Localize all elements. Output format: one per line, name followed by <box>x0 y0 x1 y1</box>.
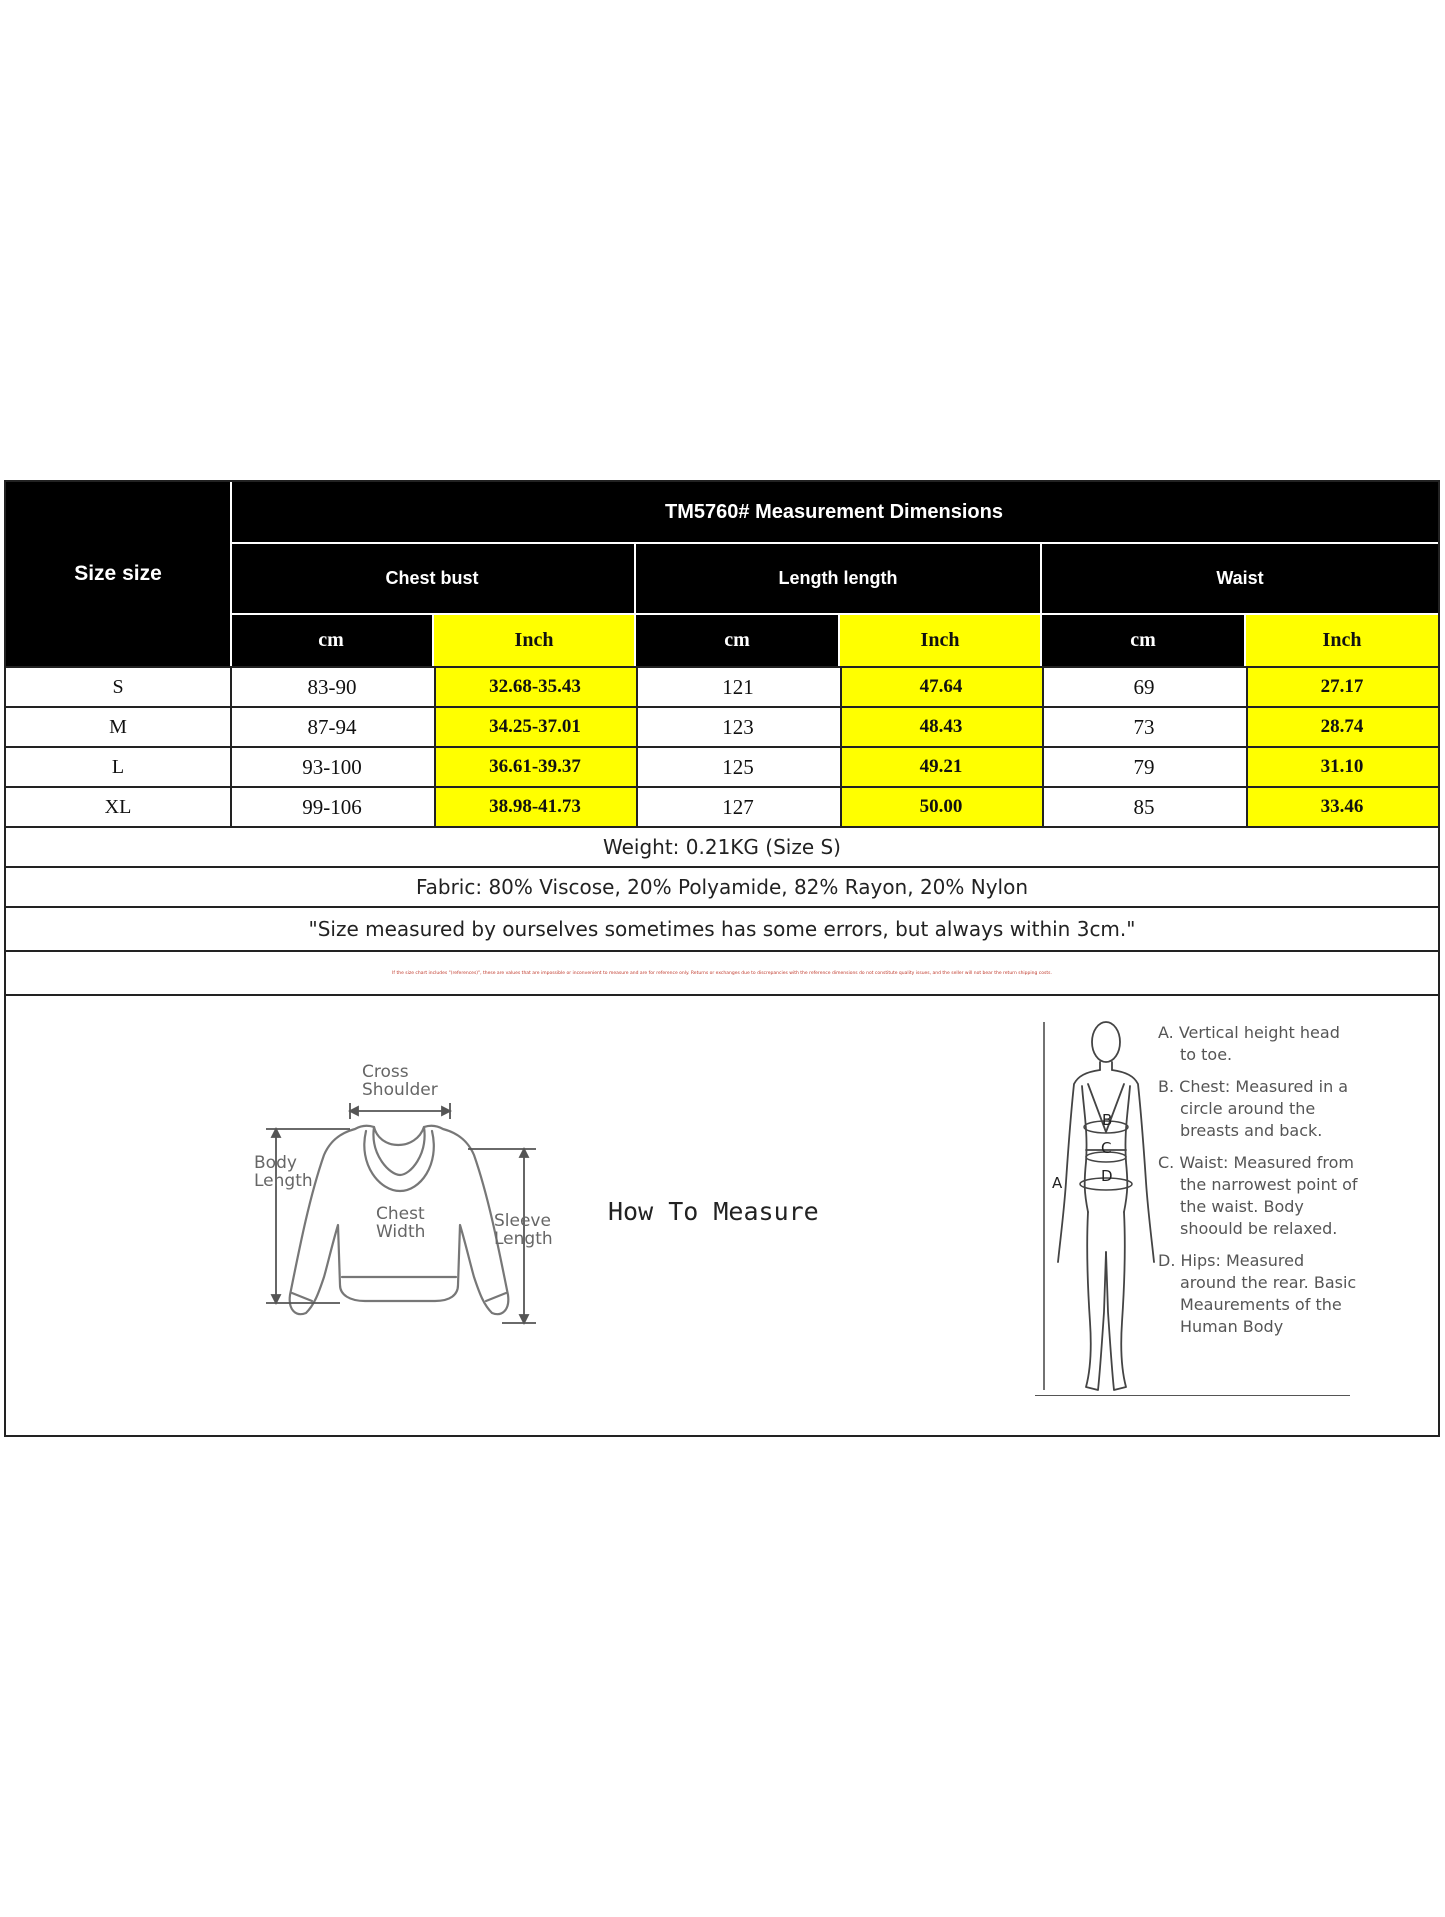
value-cell: 38.98-41.73 <box>489 796 581 817</box>
value-cell: 125 <box>722 754 754 779</box>
table-row-l-waist-cm <box>1042 748 1246 786</box>
table-row-l-length-cm <box>636 748 840 786</box>
table-row-s-chest-cm <box>230 668 434 706</box>
value-cell: 85 <box>1133 794 1155 819</box>
cross-shoulder-label-1: Cross <box>362 1062 409 1082</box>
group-header-chest <box>230 544 634 613</box>
sleeve-length-label-1: Sleeve <box>494 1211 551 1231</box>
group-header-waist-text: Waist <box>1216 568 1264 588</box>
sweater-diagram <box>240 1055 570 1335</box>
disclaimer-row <box>6 952 1438 994</box>
note-text: "Size measured by ourselves sometimes has some errors, but always within 3cm." <box>308 917 1136 941</box>
value-cell: 32.68-35.43 <box>489 676 581 697</box>
table-row-xl-length-inch <box>840 788 1042 826</box>
table-row-m-chest-cm <box>230 708 434 746</box>
value-cell: 33.46 <box>1320 796 1364 817</box>
chest-width-label-1: Chest <box>376 1204 425 1224</box>
table-row-l-chest-cm <box>230 748 434 786</box>
table-row-m-length-cm <box>636 708 840 746</box>
group-header-chest-text: Chest bust <box>385 568 479 588</box>
size-header <box>6 482 230 666</box>
table-row-m-size <box>6 708 230 746</box>
body-diagram <box>1030 1012 1160 1402</box>
unit-header-chest-cm <box>230 615 432 666</box>
size-cell: XL <box>104 795 132 818</box>
group-header-waist <box>1042 544 1438 613</box>
legend-item-a: A. Vertical height head to toe. <box>1158 1023 1340 1064</box>
table-row-m-chest-inch <box>434 708 636 746</box>
weight-row <box>6 828 1438 866</box>
fabric-row <box>6 868 1438 906</box>
table-row-m-waist-inch <box>1246 708 1438 746</box>
unit-header-waist-inch <box>1246 615 1438 666</box>
size-cell: L <box>111 755 125 778</box>
value-cell: 123 <box>722 714 754 739</box>
size-cell: S <box>112 675 124 698</box>
value-cell: 48.43 <box>919 716 963 737</box>
marker-c: C <box>1101 1139 1112 1157</box>
table-row-xl-waist-inch <box>1246 788 1438 826</box>
table-row-m-length-inch <box>840 708 1042 746</box>
unit-header-label: Inch <box>514 629 554 651</box>
value-cell: 99-106 <box>302 794 362 819</box>
legend-item-b: B. Chest: Measured in a circle around the breasts and back. <box>1158 1077 1349 1140</box>
unit-header-waist-cm <box>1042 615 1244 666</box>
weight-text: Weight: 0.21KG (Size S) <box>603 835 841 859</box>
table-title-text: TM5760# Measurement Dimensions <box>665 500 1003 523</box>
value-cell: 83-90 <box>307 674 357 699</box>
value-cell: 69 <box>1133 674 1155 699</box>
value-cell: 73 <box>1133 714 1155 739</box>
value-cell: 79 <box>1133 754 1155 779</box>
table-row-s-size <box>6 668 230 706</box>
table-row-s-chest-inch <box>434 668 636 706</box>
size-cell: M <box>109 715 127 738</box>
table-row-l-chest-inch <box>434 748 636 786</box>
unit-header-label: cm <box>1130 629 1156 651</box>
table-row-xl-waist-cm <box>1042 788 1246 826</box>
table-row-xl-length-cm <box>636 788 840 826</box>
body-baseline <box>1035 1395 1350 1396</box>
marker-a: A <box>1052 1174 1063 1192</box>
table-row-xl-chest-inch <box>434 788 636 826</box>
measure-legend <box>1158 1022 1358 1348</box>
value-cell: 93-100 <box>302 754 362 779</box>
table-row-xl-chest-cm <box>230 788 434 826</box>
value-cell: 31.10 <box>1320 756 1364 777</box>
disclaimer-text: If the size chart includes "(references)", these are values that are impossible or inconvenient to measure and are for reference only. Returns or exchanges due to discrepancies with the reference dimensions do not constitute quality issues, and the seller will not bear the return shipping costs. <box>392 970 1052 976</box>
legend-item-c: C. Waist: Measured from the narrowest point of the waist. Body shoould be relaxed. <box>1158 1153 1358 1238</box>
unit-header-label: cm <box>318 629 344 651</box>
body-measure-lines <box>1044 1022 1132 1390</box>
fabric-text: Fabric: 80% Viscose, 20% Polyamide, 82% Rayon, 20% Nylon <box>415 875 1029 899</box>
table-row-l-waist-inch <box>1246 748 1438 786</box>
body-outline <box>1058 1022 1154 1390</box>
unit-header-length-cm <box>636 615 838 666</box>
unit-header-label: cm <box>724 629 750 651</box>
value-cell: 121 <box>722 674 754 699</box>
table-title <box>230 482 1438 542</box>
note-row <box>6 908 1438 950</box>
body-length-label-2: Length <box>254 1171 313 1191</box>
value-cell: 127 <box>722 794 754 819</box>
body-length-label-1: Body <box>254 1153 297 1173</box>
value-cell: 47.64 <box>919 676 963 697</box>
size-header-text: Size size <box>74 562 162 585</box>
unit-header-label: Inch <box>920 629 960 651</box>
marker-d: D <box>1101 1167 1113 1185</box>
table-row-l-size <box>6 748 230 786</box>
value-cell: 27.17 <box>1320 676 1364 697</box>
table-row-s-length-cm <box>636 668 840 706</box>
value-cell: 34.25-37.01 <box>489 716 581 737</box>
how-to-measure-title: How To Measure <box>608 1197 819 1226</box>
marker-b: B <box>1102 1111 1113 1129</box>
unit-header-chest-inch <box>434 615 634 666</box>
table-row-s-waist-inch <box>1246 668 1438 706</box>
value-cell: 36.61-39.37 <box>489 756 581 777</box>
unit-header-label: Inch <box>1322 629 1362 651</box>
cross-shoulder-label-2: Shoulder <box>362 1080 438 1100</box>
table-row-s-waist-cm <box>1042 668 1246 706</box>
unit-header-length-inch <box>840 615 1040 666</box>
value-cell: 49.21 <box>919 756 963 777</box>
table-row-xl-size <box>6 788 230 826</box>
value-cell: 50.00 <box>919 796 963 817</box>
legend-item-d: D. Hips: Measured around the rear. Basic Meaurements of the Human Body <box>1158 1251 1357 1336</box>
value-cell: 28.74 <box>1320 716 1364 737</box>
chest-width-label-2: Width <box>376 1222 426 1242</box>
table-row-s-length-inch <box>840 668 1042 706</box>
value-cell: 87-94 <box>307 714 357 739</box>
sleeve-length-label-2: Length <box>494 1229 553 1249</box>
table-row-l-length-inch <box>840 748 1042 786</box>
group-header-length-text: Length length <box>778 568 898 588</box>
group-header-length <box>636 544 1040 613</box>
table-row-m-waist-cm <box>1042 708 1246 746</box>
